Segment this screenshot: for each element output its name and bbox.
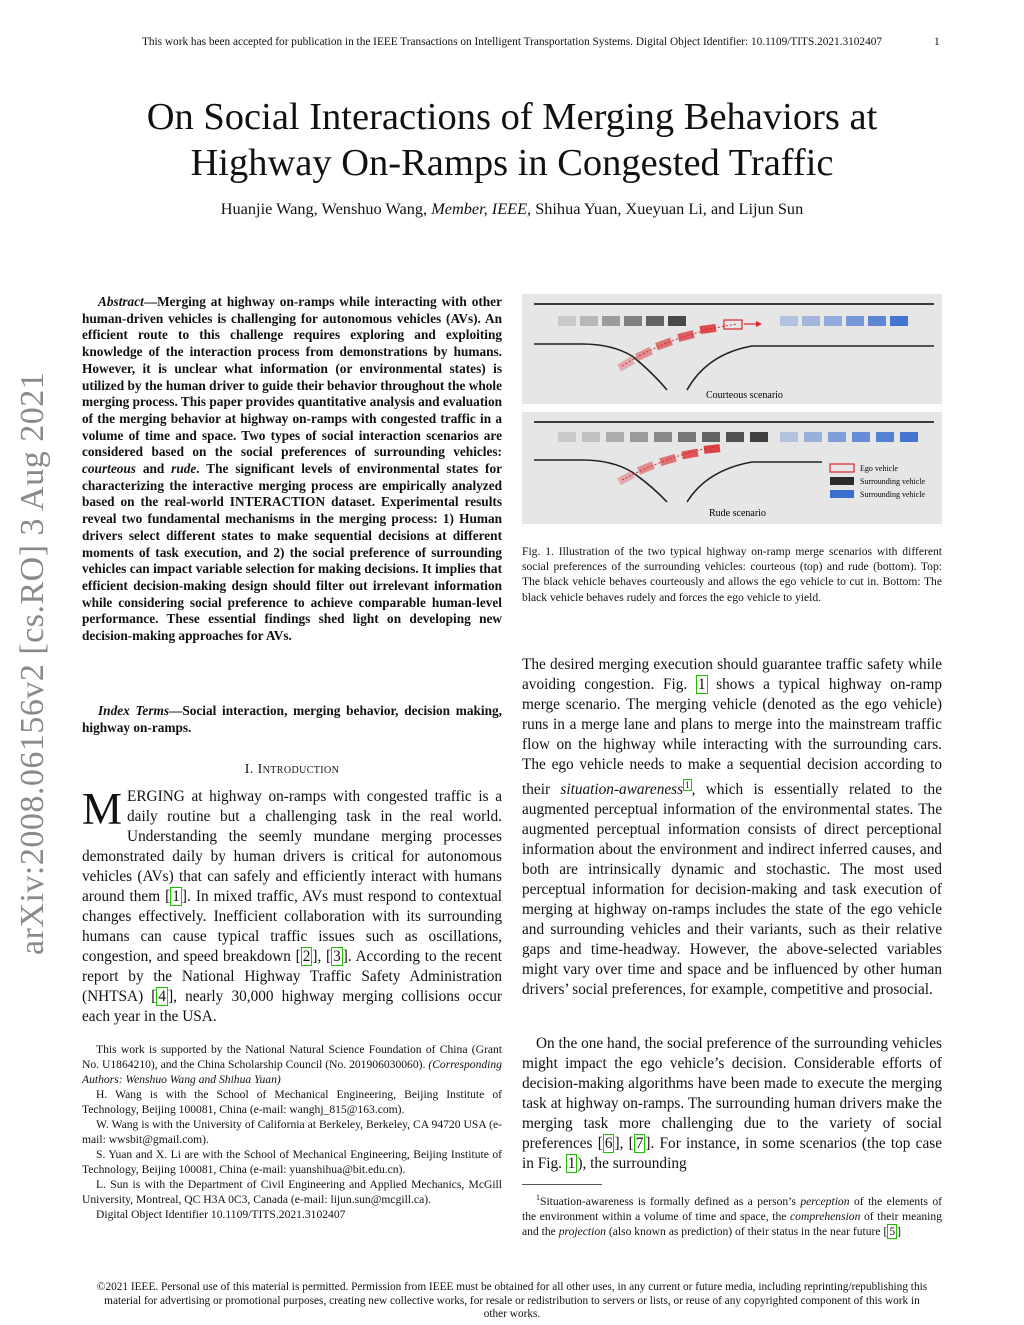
intro-text-e: , nearly 30,000 highway merging collisions occur each year in the USA. bbox=[82, 988, 502, 1025]
section-numeral: I. bbox=[244, 762, 254, 777]
intro-text-a: ERGING at highway on-ramps with congested traffic is a daily routine but a challenging task in the real world. Understanding the seemly mundane merging processes demonstrated daily by human drivers is critical for autonomous vehicles (AVs) that can safely and efficiently interact with humans around them bbox=[82, 788, 502, 905]
legend-blue-swatch bbox=[830, 490, 854, 498]
black-vehicle-trail bbox=[582, 432, 600, 442]
blue-vehicle-trail bbox=[868, 316, 886, 326]
black-vehicle-trail bbox=[646, 316, 664, 326]
black-vehicle-trail bbox=[654, 432, 672, 442]
footnote-funding: This work is supported by the National Natural Science Foundation of China (Grant No. U1864210), and the China Scholarship Council (No. 201906030060). (Corresponding Authors: Wenshuo Wang and Shihua Yuan) bbox=[82, 1043, 502, 1086]
abstract-text-2: . The significant levels of environmental states for characterizing the interactive merging process are empirically analyzed based on the real-world INTERACTION dataset. Experimental results reveal two fundamental mechanisms in the merging process: 1) Human drivers select different states to make sequential decisions at different moments of task execution, and 2) the social preference of surrounding vehicles can impact variable selection for making decisions. It implies that efficient decision-making design should filter out irrelevant information while considering social preference to achieve comparable human-level performance. These essential findings shed light on developing new decision-making approaches for AVs. bbox=[82, 461, 503, 644]
legend-blue-label: Surrounding vehicle bbox=[860, 490, 926, 499]
black-vehicle-trail bbox=[580, 316, 598, 326]
citation-link-6[interactable]: 6 bbox=[604, 1135, 613, 1152]
black-vehicle-trail bbox=[602, 316, 620, 326]
intro-text-d: . According to the recent report by the National Highway Traffic Safety Administration (NHTSA) bbox=[82, 948, 502, 1005]
black-vehicle-trail bbox=[702, 432, 720, 442]
member-designation: Member, IEEE, bbox=[431, 199, 532, 218]
citation-link-2[interactable]: 2 bbox=[302, 948, 311, 965]
abstract-courteous: courteous bbox=[82, 461, 136, 477]
figure-ref-link[interactable]: 1 bbox=[697, 676, 706, 693]
black-vehicle bbox=[750, 432, 768, 442]
situation-awareness-term: situation-awareness bbox=[560, 781, 684, 799]
black-vehicle bbox=[668, 316, 686, 326]
funding-footnotes bbox=[82, 1042, 502, 1222]
running-header: This work has been accepted for publication in the IEEE Transactions on Intelligent Transportation Systems. Digital Object Identifier: 10.1109/TITS.2021.3102407 bbox=[141, 36, 883, 48]
rude-gray-vehicles bbox=[558, 432, 768, 442]
citation-link-1[interactable]: 1 bbox=[172, 888, 180, 905]
situation-awareness-footnote: $^1$Situation-awareness is formally defined as a person’s perception of the elements of the environment within a volume of time and space, the comprehension of their meaning and the projection (also known as prediction) of their status in the near future [ 5 ] bbox=[522, 1193, 942, 1238]
legend-black-label: Surrounding vehicle bbox=[860, 477, 926, 486]
black-vehicle-trail bbox=[726, 432, 744, 442]
blue-vehicle bbox=[900, 432, 918, 442]
page-number: 1 bbox=[934, 36, 940, 48]
copyright-notice: ©2021 IEEE. Personal use of this material is permitted. Permission from IEEE must be obtained for all other uses, in any current or future media, including reprinting/republishing this material for advertising or promotional purposes, creating new collective works, for resale or redistribution to servers or lists, or reuse of any copyrighted component of this work in other works. bbox=[96, 1281, 928, 1320]
paragraph-social-preference: On the one hand, the social preference of the surrounding vehicles might impact the ego vehicle’s decision. Considerable efforts of decision-making algorithms have been made to execute the merging task at highway on-ramps. The surrounding human drivers make the merging task more challenging due to the variety of social preferences [ 6 ], [ 7 ]. For instance, in some scenarios (the top case in Fig. 1 ), the surrounding bbox=[522, 1035, 942, 1172]
title-line-2: Highway On-Ramps in Congested Traffic bbox=[190, 142, 834, 184]
figure-ref-link[interactable]: 1 bbox=[567, 1155, 576, 1172]
index-terms-text: Social interaction, merging behavior, decision making, highway on-ramps. bbox=[82, 703, 502, 735]
blue-vehicle-trail bbox=[780, 316, 798, 326]
figure-1-illustration bbox=[522, 294, 942, 524]
blue-vehicle-trail bbox=[824, 316, 842, 326]
intro-text-c: , bbox=[317, 948, 326, 965]
black-vehicle-trail bbox=[678, 432, 696, 442]
section-title: Introduction bbox=[257, 762, 340, 777]
author-list bbox=[60, 199, 964, 219]
blue-vehicle-trail bbox=[804, 432, 822, 442]
black-vehicle-trail bbox=[630, 432, 648, 442]
legend-ego-label: Ego vehicle bbox=[860, 464, 898, 473]
abstract-and: and bbox=[142, 461, 165, 477]
footnote-author-2: W. Wang is with the University of California at Berkeley, Berkeley, CA 94720 USA (e-mail: wwsbit@gmail.com). bbox=[82, 1118, 502, 1146]
blue-vehicle-trail bbox=[780, 432, 798, 442]
blue-vehicle-trail bbox=[846, 316, 864, 326]
courteous-panel bbox=[522, 294, 942, 404]
authors-part-b: Shihua Yuan, Xueyuan Li, and Lijun Sun bbox=[535, 199, 804, 218]
drop-cap: M bbox=[82, 784, 123, 834]
rude-label: Rude scenario bbox=[709, 508, 766, 519]
legend-black-swatch bbox=[830, 477, 854, 485]
footnote-author-3: S. Yuan and X. Li are with the School of Mechanical Engineering, Beijing Institute of Technology, Beijing 100081, China (e-mail: yuanshihua@bit.edu.cn). bbox=[82, 1148, 502, 1176]
section-heading-introduction bbox=[82, 762, 502, 778]
abstract: Abstract—Merging at highway on-ramps while interacting with other human-driven vehicles is challenging for autonomous vehicles (AVs). An efficient route to this challenge requires exploring and exploiting knowledge of the interaction process from demonstrations by humans. However, it is unclear what information (or environmental states) is utilized by the human driver to guide their behavior throughout the whole merging process. This paper provides quantitative analysis and evaluation of the merging behavior at highway on-ramps with congested traffic in a volume of time and space. Two types of social interaction scenarios are considered based on the social preferences of surrounding vehicles: courteous and rude. The significant levels of environmental states for characterizing the interactive merging process are empirically analyzed based on the real-world INTERACTION dataset. Experimental results reveal two fundamental mechanisms in the merging process: 1) Human drivers select different states to make sequential decisions at different moments of task execution, and 2) the social preference of surrounding vehicles can impact variable selection for making decisions. It implies that efficient decision-making design should filter out irrelevant information while considering social preference to achieve comparable human-level performance. These essential findings shed light on developing new decision-making approaches for AVs. bbox=[82, 294, 503, 644]
blue-vehicle bbox=[890, 316, 908, 326]
index-terms: Index Terms—Social interaction, merging behavior, decision making, highway on-ramps. bbox=[82, 703, 502, 735]
arxiv-stamp: arXiv:2008.06156v2 [cs.RO] 3 Aug 2021 bbox=[14, 371, 51, 955]
footnote-divider bbox=[522, 1184, 602, 1185]
black-vehicle-trail bbox=[606, 432, 624, 442]
citation-link-5[interactable]: 5 bbox=[889, 1224, 896, 1238]
intro-paragraph: MERGING at highway on-ramps with congested traffic is a daily routine but a challenging task in the real world. Understanding the seemly mundane merging processes demonstrated daily by human drivers is critical for autonomous vehicles (AVs) that can safely and efficiently interact with humans around them [ 1 ]. In mixed traffic, AVs must respond to contextual changes effectively. Inefficient collaboration with its surrounding humans can cause typical traffic issues such as oscillations, congestion, and speed breakdown [ 2 ], [ 3 ]. According to the recent report by the National Highway Traffic Safety Administration (NHTSA) [ 4 ], nearly 30,000 highway merging collisions occur each year in the USA. bbox=[82, 784, 503, 1025]
authors-part-a: Huanjie Wang, Wenshuo Wang, bbox=[220, 199, 428, 218]
blue-vehicle-trail bbox=[828, 432, 846, 442]
title-line-1: On Social Interactions of Merging Behaviors at bbox=[146, 96, 878, 138]
footnote-mark: 1 bbox=[536, 1193, 540, 1202]
index-terms-label: Index Terms bbox=[98, 703, 170, 718]
figure-1 bbox=[522, 294, 942, 524]
blue-vehicle-trail bbox=[876, 432, 894, 442]
footnote-corresponding: (Corresponding Authors: Wenshuo Wang and Shihua Yuan) bbox=[82, 1058, 502, 1086]
footnote-author-1: H. Wang is with the School of Mechanical Engineering, Beijing Institute of Technology, Beijing 100081, China (e-mail: wanghj_815@163.com). bbox=[82, 1088, 502, 1116]
citation-link-3[interactable]: 3 bbox=[333, 948, 341, 965]
courteous-label: Courteous scenario bbox=[706, 390, 783, 401]
citation-link-7[interactable]: 7 bbox=[635, 1135, 644, 1152]
blue-vehicle-trail bbox=[802, 316, 820, 326]
abstract-rude: rude bbox=[171, 461, 197, 477]
intro-text-b: . In mixed traffic, AVs must respond to contextual changes effectively. Inefficient collaboration with its surrounding humans can cause typical traffic issues such as oscillations, congestion, and speed breakdown bbox=[82, 888, 503, 965]
blue-vehicle-trail bbox=[852, 432, 870, 442]
footnote-ref-1[interactable]: 1 bbox=[685, 780, 690, 790]
black-vehicle-trail bbox=[558, 432, 576, 442]
paragraph-merging-execution: The desired merging execution should guarantee traffic safety while avoiding congestion. Fig. 1 shows a typical highway on-ramp merge scenario. The merging vehicle (denoted as the ego vehicle) runs in a merge lane and plans to merge into the mainstream traffic flow on the highway while interacting with the surrounding cars. The ego vehicle needs to make a sequential decision according to their situation-awareness $^1$ , which is essentially related to the augmented perceptual information of the environmental states. The augmented perceptual information consists of direct perceptional information about the environment and indirect inferred causes, and both are intrinsically dynamic and stochastic. The most used perceptual information for decision-making and task execution of merging at highway on-ramps includes the state of the ego vehicle and surrounding vehicles and their variants, such as their relative gaps and time-headway. However, the above-selected variables might vary over time and space and be influenced by other human drivers’ social preferences, for example, competitive and prosocial. bbox=[522, 656, 942, 999]
abstract-label: Abstract bbox=[98, 294, 144, 309]
footnote-author-4: L. Sun is with the Department of Civil Engineering and Applied Mechanics, McGill University, Montreal, QC H3A 0C3, Canada (e-mail: lijun.sun@mcgill.ca). bbox=[82, 1178, 502, 1206]
footnote-doi: Digital Object Identifier 10.1109/TITS.2021.3102407 bbox=[96, 1208, 346, 1221]
paper-title bbox=[60, 94, 964, 186]
citation-link-4[interactable]: 4 bbox=[158, 988, 167, 1005]
figure-caption: Fig. 1. Illustration of the two typical highway on-ramp merge scenarios with different social preferences of the surrounding vehicles: courteous (top) and rude (bottom). Top: The black vehicle behaves courteously and allows the ego vehicle to cut in. Bottom: The black vehicle behaves rudely and forces the ego vehicle to yield. bbox=[522, 545, 942, 604]
black-vehicle-trail bbox=[558, 316, 576, 326]
abstract-text: Merging at highway on-ramps while interacting with other human-driven vehicles is challenging for autonomous vehicles (AVs). An efficient route to this challenge requires exploring and exploiting knowledge of the interaction process from demonstrations by humans. However, it is unclear what information (or environmental states) is utilized by the human driver to guide their behavior throughout the whole merging process. This paper provides quantitative analysis and evaluation of the merging behavior at highway on-ramps with congested traffic in a volume of time and space. Two types of social interaction scenarios are considered based on the social preferences of surrounding vehicles: bbox=[82, 294, 502, 460]
ego-vehicle bbox=[704, 444, 721, 454]
black-vehicle-trail bbox=[624, 316, 642, 326]
